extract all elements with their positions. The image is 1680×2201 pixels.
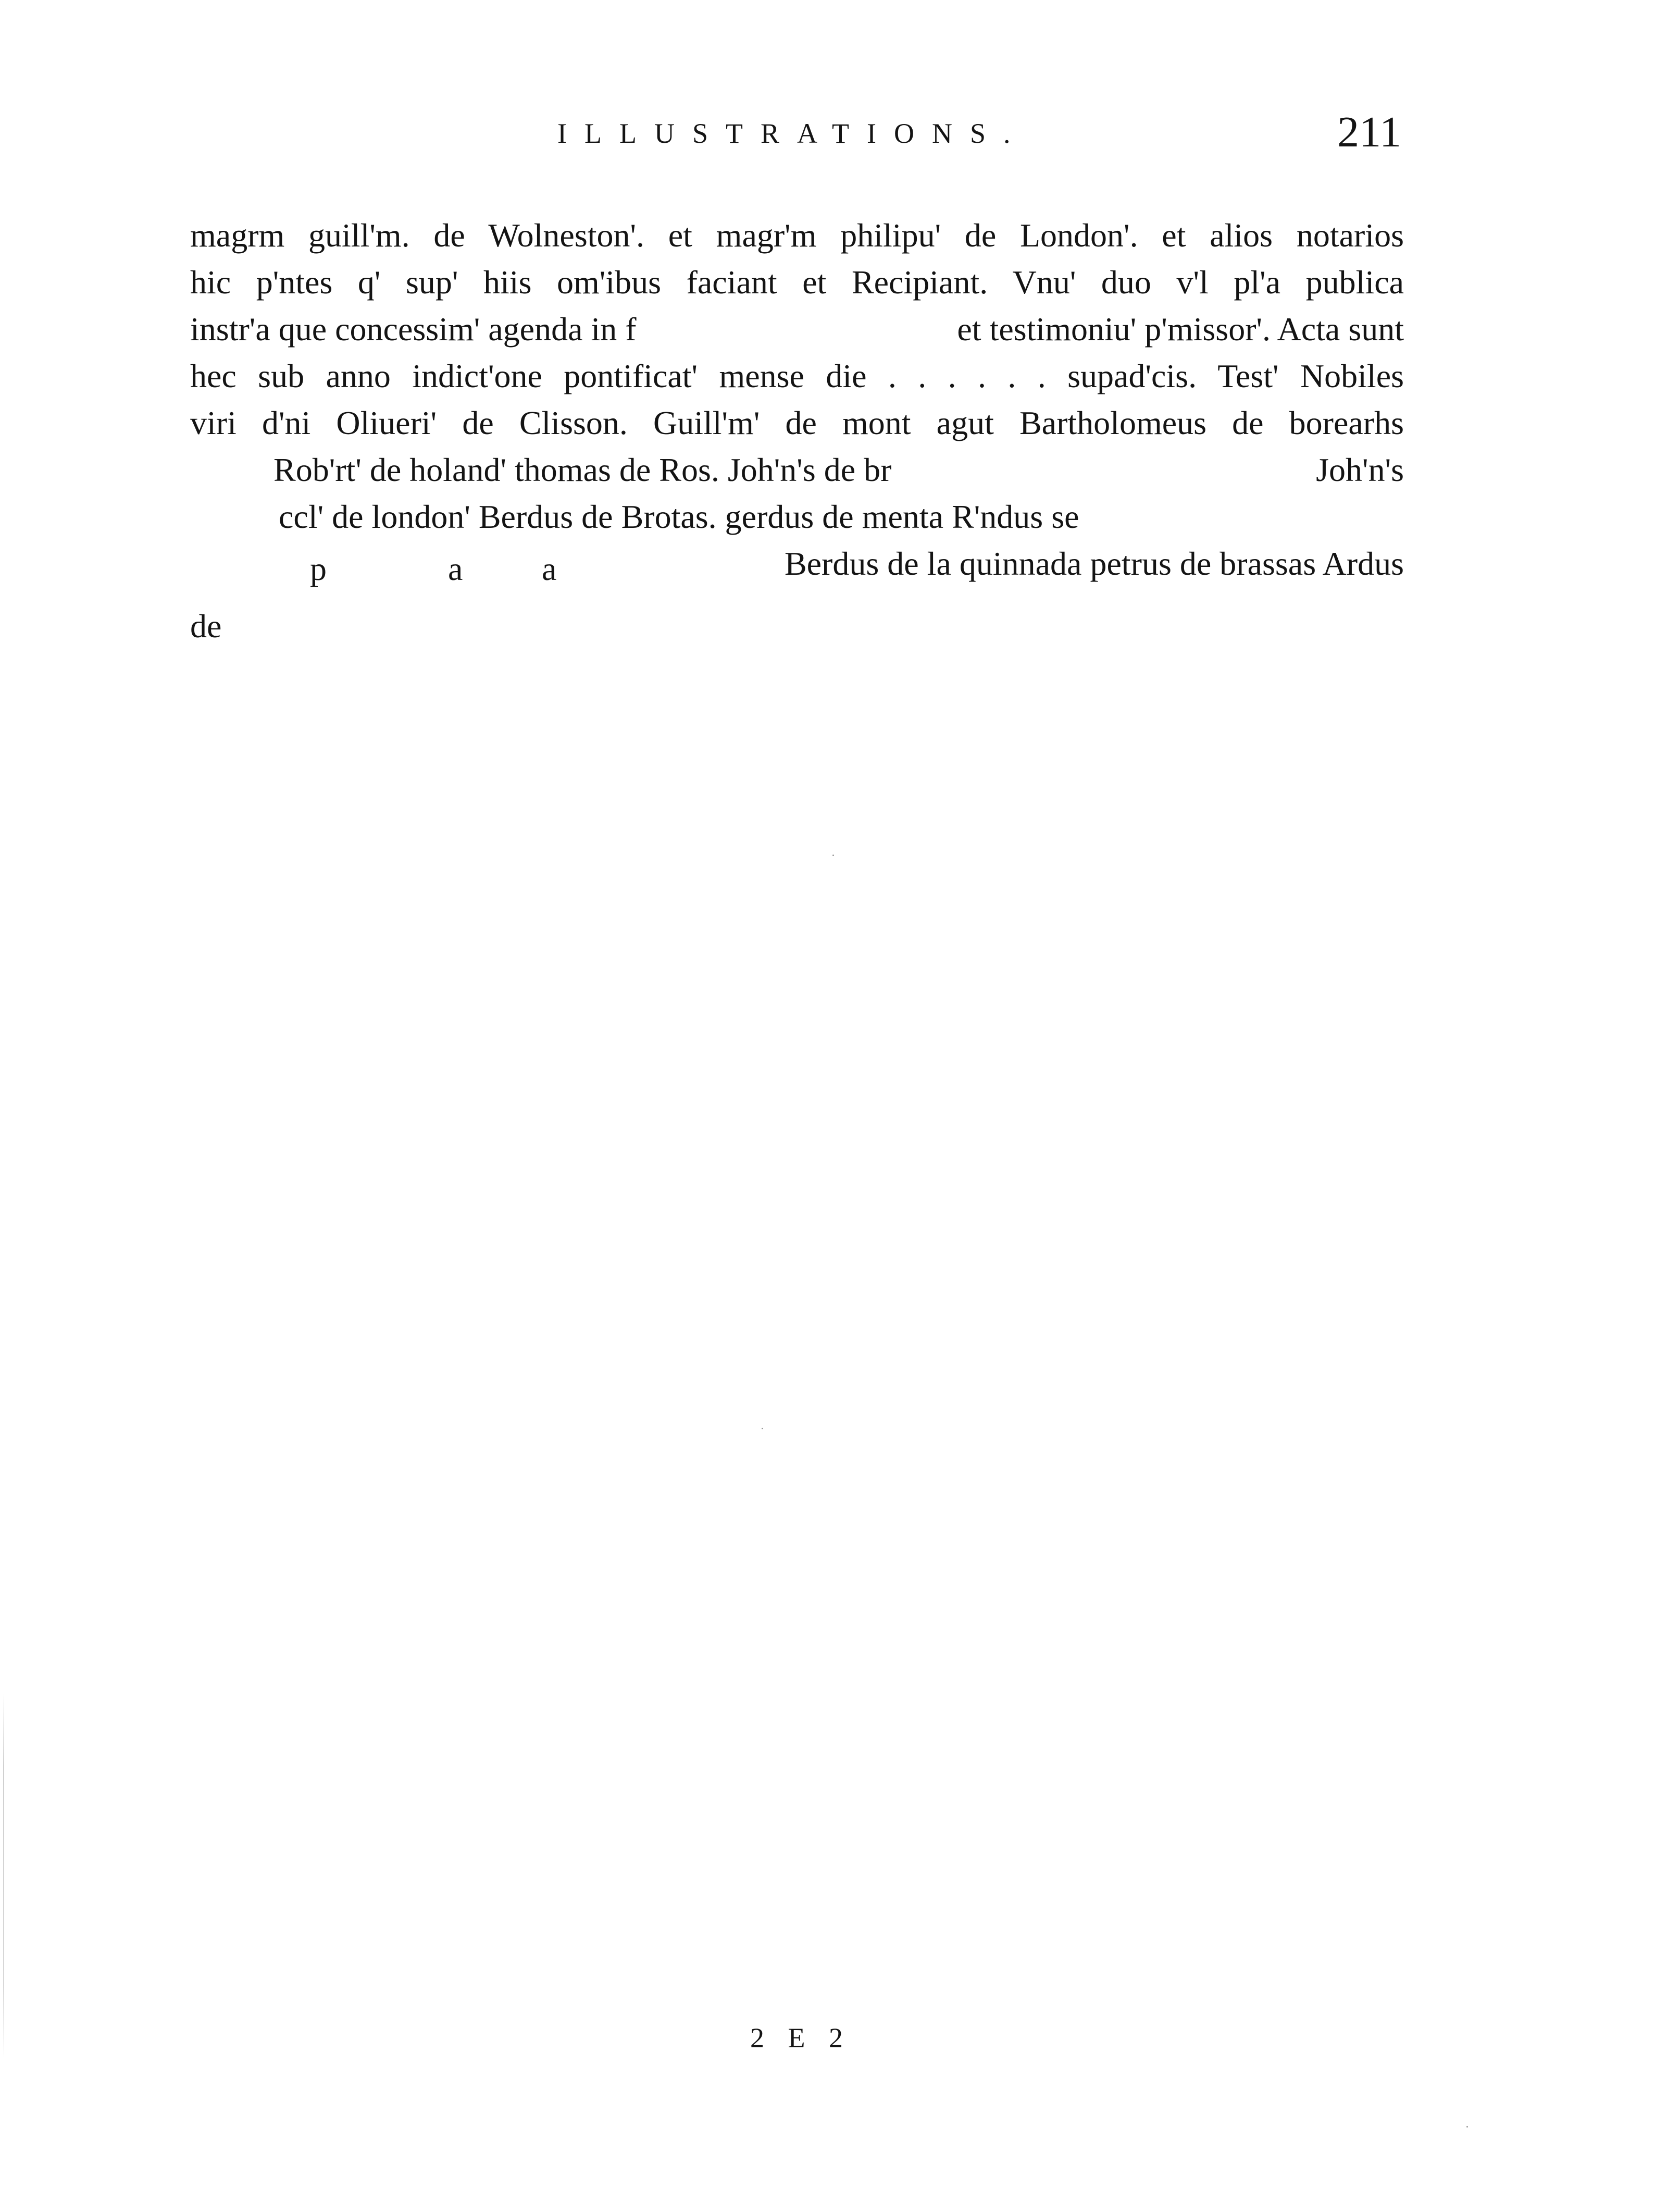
- paper-speck: [1466, 2126, 1468, 2128]
- paper-speck: [832, 855, 834, 856]
- text-line-7: ccl' de london' Berdus de Brotas. gerdus de menta R'ndus se: [279, 498, 1079, 535]
- text-line-3-end: et testimoniu' p'missor'. Acta sunt: [957, 311, 1404, 348]
- text-line-5: viri d'ni Oliueri' de Clisson. Guill'm' de mont agut Bartholomeus de borearhs: [190, 404, 1404, 441]
- text-line-4: hec sub anno indict'one pontificat' mense die . . . . . . supad'cis. Test' Nobiles: [190, 357, 1404, 394]
- text-line-2: hic p'ntes q' sup' hiis om'ibus faciant et Recipiant. Vnu' duo v'l pl'a publica: [190, 264, 1404, 301]
- running-title: ILLUSTRATIONS.: [557, 118, 1028, 149]
- text-line-8-a2: a: [542, 550, 557, 587]
- paper-speck: [762, 1428, 763, 1429]
- text-line-6-end: Joh'n's: [1316, 451, 1404, 488]
- text-line-1: magrm guill'm. de Wolneston'. et magr'm philipu' de London'. et alios notarios: [190, 217, 1404, 254]
- text-line-3-start: instr'a que concessim' agenda in f: [190, 311, 637, 348]
- text-line-8-p: p: [310, 550, 327, 587]
- text-line-8-a1: a: [448, 550, 463, 587]
- text-line-6-start: Rob'rt' de holand' thomas de Ros. Joh'n's de br: [273, 451, 892, 488]
- text-line-9: de: [190, 608, 222, 645]
- text-line-8-rest: Berdus de la quinnada petrus de brassas Ardus: [784, 545, 1404, 582]
- signature-mark: 2 E 2: [750, 2022, 851, 2054]
- page-number: 211: [1337, 108, 1401, 156]
- scan-edge-mark: [3, 1693, 4, 2058]
